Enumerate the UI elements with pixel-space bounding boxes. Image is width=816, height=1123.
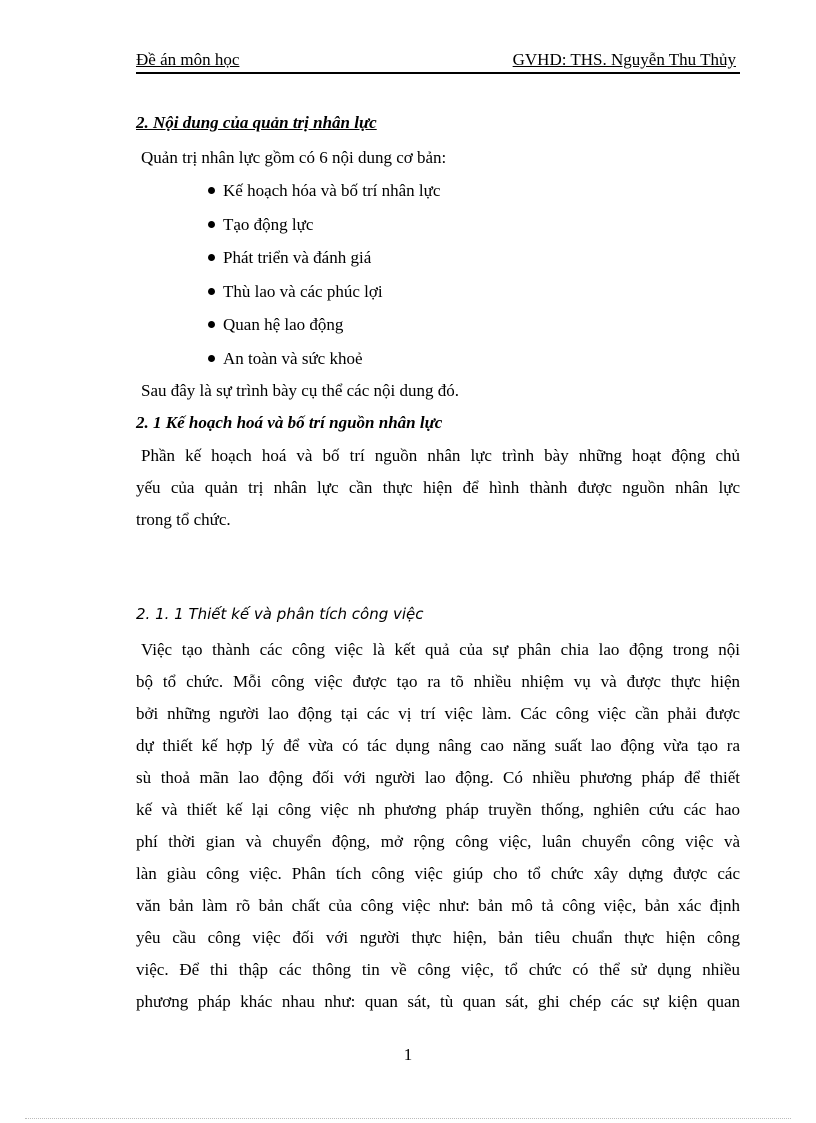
section-2-1-paragraph [136, 440, 740, 536]
paragraph-line: sù thoả mãn lao động đối với người lao động. Có nhiều phương pháp để thiết [136, 768, 740, 787]
paragraph-line: việc. Để thi thập các thông tin về công việc, tổ chức có thể sử dụng nhiều [136, 960, 740, 979]
paragraph-line: Việc tạo thành các công việc là kết quả của sự phân chia lao động trong nội [141, 640, 740, 659]
section-2-outro: Sau đây là sự trình bày cụ thể các nội dung đó. [141, 381, 459, 400]
header-supervisor: GVHD: THS. Nguyễn Thu Thủy [512, 50, 736, 69]
bullet-item: Quan hệ lao động [208, 315, 343, 335]
paragraph-line: trong tổ chức. [136, 510, 231, 529]
bullet-dot-icon [208, 221, 215, 228]
section-2-heading: 2. Nội dung của quản trị nhân lực [136, 113, 377, 132]
paragraph-line: văn bản làm rõ bản chất của công việc như: bản mô tả công việc, bản xác định [136, 896, 740, 915]
bullet-dot-icon [208, 288, 215, 295]
bullet-dot-icon [208, 187, 215, 194]
page-number: 1 [403, 1045, 413, 1064]
page-header [136, 50, 740, 74]
bullet-item: An toàn và sức khoẻ [208, 349, 363, 369]
header-course-title: Đề án môn học [136, 50, 240, 69]
paragraph-line: phương pháp khác nhau như: quan sát, tù quan sát, ghi chép các sự kiện quan [136, 992, 740, 1011]
bullet-dot-icon [208, 321, 215, 328]
bullet-item: Phát triển và đánh giá [208, 248, 371, 268]
bullet-item: Tạo động lực [208, 215, 313, 235]
bullet-dot-icon [208, 254, 215, 261]
paragraph-line: Phần kế hoạch hoá và bố trí nguồn nhân lực trình bày những hoạt động chủ [141, 446, 740, 465]
section-2-1-1-heading: 2. 1. 1 Thiết kế và phân tích công việc [136, 605, 424, 623]
paragraph-line: phí thời gian và chuyển động, mở rộng công việc, luân chuyển công việc và [136, 832, 740, 851]
bullet-item: Kế hoạch hóa và bố trí nhân lực [208, 181, 440, 201]
paragraph-line: bộ tổ chức. Mỗi công việc được tạo ra tõ nhiều nhiệm vụ và được thực hiện [136, 672, 740, 691]
bullet-item: Thù lao và các phúc lợi [208, 282, 383, 302]
paragraph-line: yêu cầu công việc đối với người thực hiện, bản tiêu chuẩn thực hiện công [136, 928, 740, 947]
paragraph-line: yếu của quản trị nhân lực cần thực hiện để hình thành được nguồn nhân lực [136, 478, 740, 497]
paragraph-line: làn giàu công việc. Phân tích công việc giúp cho tổ chức xây dựng được các [136, 864, 740, 883]
page-bottom-divider [25, 1118, 791, 1119]
paragraph-line: bởi những người lao động tại các vị trí việc làm. Các công việc cần phải được [136, 704, 740, 723]
paragraph-line: kế và thiết kế lại công việc nh phương pháp truyền thống, nghiên cứu các hao [136, 800, 740, 819]
section-2-1-heading: 2. 1 Kế hoạch hoá và bố trí nguồn nhân lực [136, 413, 443, 432]
bullet-dot-icon [208, 355, 215, 362]
section-2-1-1-paragraph [136, 634, 740, 1018]
section-2-intro: Quản trị nhân lực gồm có 6 nội dung cơ bản: [141, 148, 447, 167]
paragraph-line: dự thiết kế hợp lý để vừa có tác dụng nâng cao năng suất lao động vừa tạo ra [136, 736, 740, 755]
